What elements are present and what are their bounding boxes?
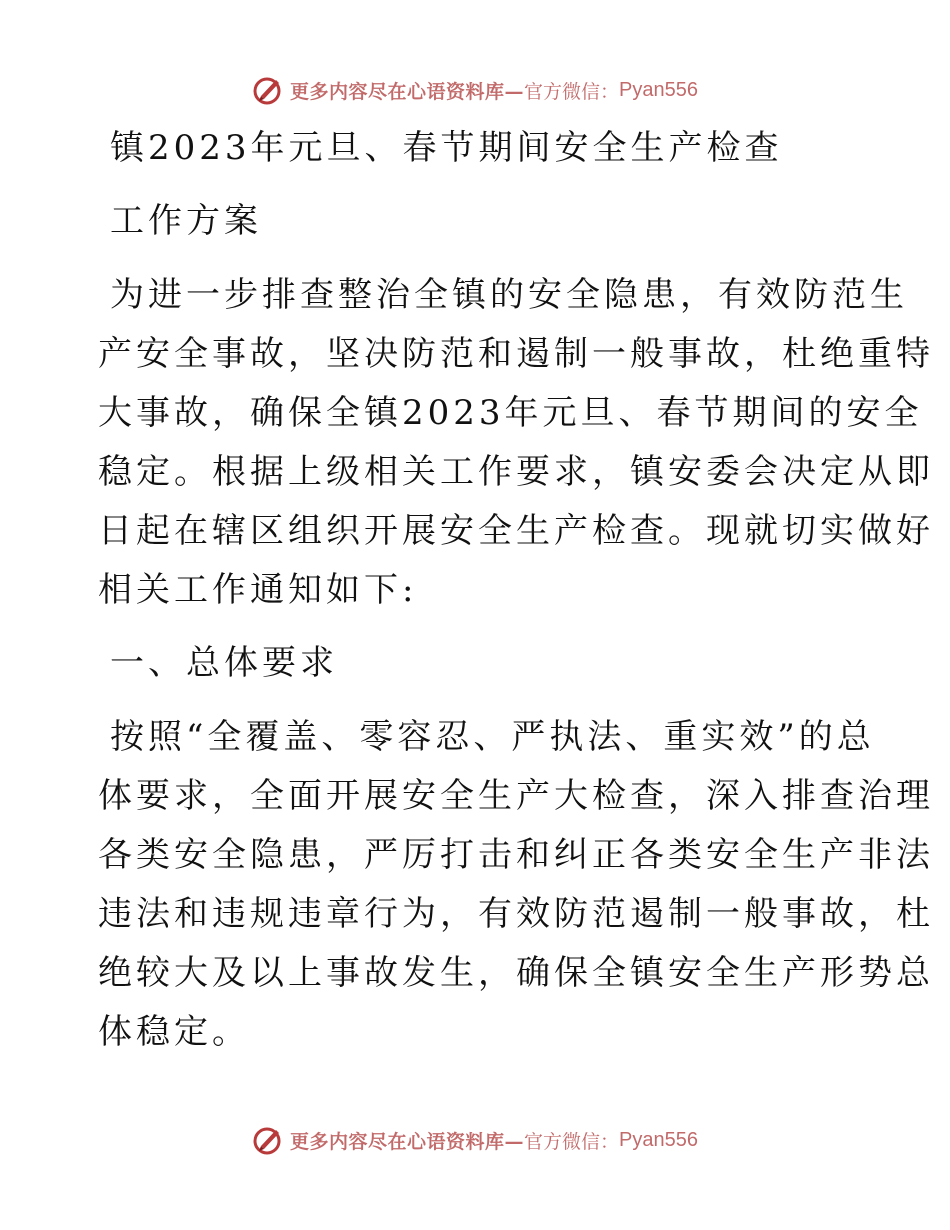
intro-line-3: 大事故，确保全镇2023年元旦、春节期间的安全 — [98, 393, 923, 433]
section-1-heading: 一、总体要求 — [110, 643, 338, 683]
banner-wechat-label: 官方微信： — [524, 1130, 620, 1153]
section-1-line-5: 绝较大及以上事故发生，确保全镇安全生产形势总 — [98, 953, 934, 993]
section-1-line-1: 按照“全覆盖、零容忍、严执法、重实效”的总 — [110, 717, 875, 757]
section-1-line-4: 违法和违规违章行为，有效防范遏制一般事故，杜 — [98, 894, 934, 934]
doc-title-line-2: 工作方案 — [110, 201, 262, 241]
intro-line-4: 稳定。根据上级相关工作要求，镇安委会决定从即 — [98, 452, 934, 492]
banner-promo-text: 更多内容尽在心语资料库— — [290, 80, 525, 103]
section-1-line-3: 各类安全隐患，严厉打击和纠正各类安全生产非法 — [98, 835, 934, 875]
section-1-line-6: 体稳定。 — [98, 1012, 250, 1052]
banner-promo-text: 更多内容尽在心语资料库— — [290, 1130, 525, 1153]
intro-line-2: 产安全事故，坚决防范和遏制一般事故，杜绝重特 — [98, 334, 934, 374]
intro-line-5: 日起在辖区组织开展安全生产检查。现就切实做好 — [98, 511, 934, 551]
banner-wechat-id: Pyan556 — [619, 78, 698, 101]
banner-wechat-id: Pyan556 — [619, 1128, 698, 1151]
header-banner — [0, 72, 950, 108]
section-1-line-2: 体要求，全面开展安全生产大检查，深入排查治理 — [98, 776, 934, 816]
banner-wechat-label: 官方微信： — [524, 80, 620, 103]
footer-banner — [0, 1122, 950, 1158]
intro-line-1: 为进一步排查整治全镇的安全隐患，有效防范生 — [110, 275, 908, 315]
intro-line-6: 相关工作通知如下: — [98, 570, 418, 610]
pen-logo-icon — [252, 74, 284, 106]
pen-logo-icon — [252, 1124, 284, 1156]
doc-title-line-1: 镇2023年元旦、春节期间安全生产检查 — [110, 128, 783, 168]
